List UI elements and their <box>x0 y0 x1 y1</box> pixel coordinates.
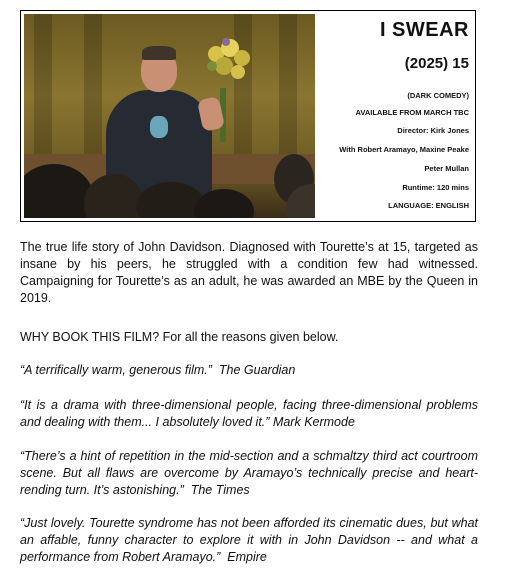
film-title: I SWEAR <box>379 19 469 41</box>
curtain-fold <box>84 14 102 164</box>
review <box>20 515 478 566</box>
why-book-heading: WHY BOOK THIS FILM? For all the reasons given below. <box>20 330 339 344</box>
review-source: Empire <box>227 550 267 564</box>
review <box>20 362 478 379</box>
language: LANGUAGE: ENGLISH <box>388 201 469 210</box>
curtain-fold <box>34 14 52 164</box>
availability: AVAILABLE FROM MARCH TBC <box>355 108 469 117</box>
review <box>20 448 478 499</box>
pendant <box>150 116 168 138</box>
synopsis: The true life story of John Davidson. Diagnosed with Tourette’s at 15, targeted as insane by his peers, he struggled with a condition few had witnessed. Campaigning for Tourette’s as an adult, he was awarded an MBE by the Queen in 2019. <box>20 240 478 305</box>
bouquet <box>202 36 256 96</box>
review-source: The Guardian <box>218 363 296 377</box>
runtime: Runtime: 120 mins <box>402 183 469 192</box>
film-info-box <box>20 10 476 222</box>
genre: (DARK COMEDY) <box>407 91 469 100</box>
cast-line: With Robert Aramayo, Maxine Peake <box>339 145 469 154</box>
cast-line: Peter Mullan <box>424 164 469 173</box>
film-still-image <box>24 14 315 218</box>
review-quote: “Just lovely. Tourette syndrome has not been afforded its cinematic dues, but what an affable, funny character to explore it with in John Davidson -- and what a performance from Robert Aramayo.” <box>20 516 478 564</box>
curtain-fold <box>279 14 297 164</box>
director: Director: Kirk Jones <box>397 126 469 135</box>
man-hair <box>142 46 176 60</box>
review-quote: “There’s a hint of repetition in the mid-section and a schmaltzy third act courtroom scene. But all flaws are overcome by Aramayo’s technically precise and heart-rending turn. It’s astonishing.” <box>20 449 478 497</box>
review <box>20 397 478 431</box>
review-quote: “A terrifically warm, generous film.” <box>20 363 212 377</box>
review-source: The Times <box>190 483 250 497</box>
review-source: Mark Kermode <box>272 415 355 429</box>
year-certificate: (2025) 15 <box>404 55 469 72</box>
review-quote: “It is a drama with three-dimensional people, facing three-dimensional problems and dealing with them... I absolutely loved it.” <box>20 398 478 429</box>
